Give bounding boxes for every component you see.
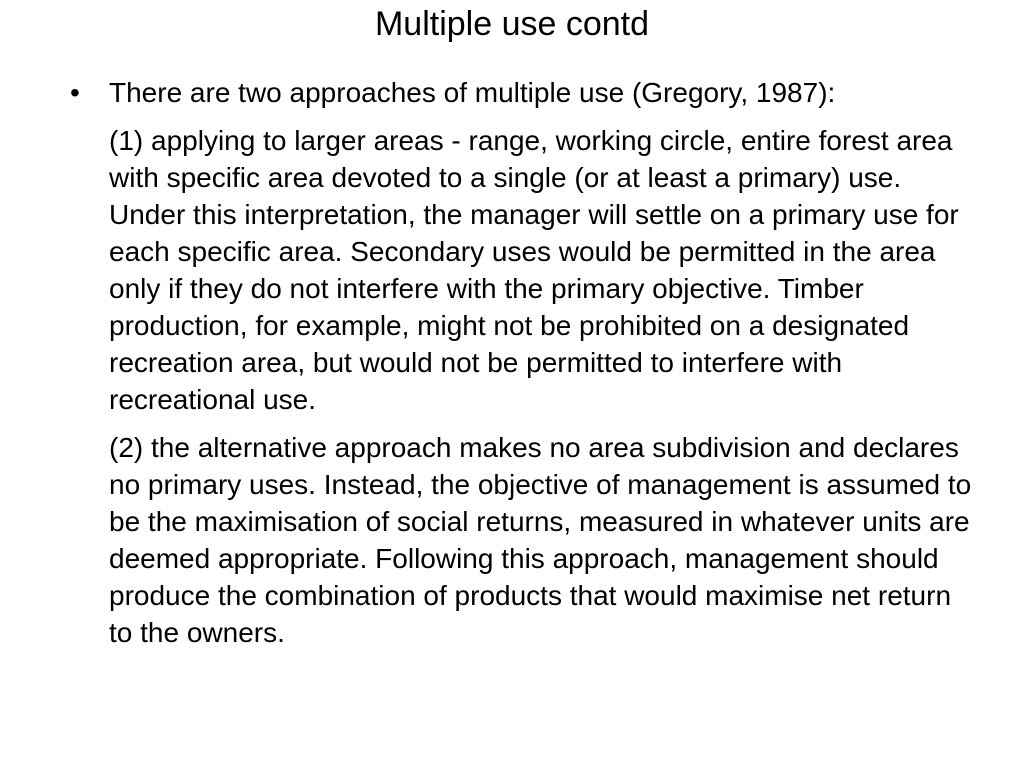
approach-one-paragraph: (1) applying to larger areas - range, working circle, entire forest area with specific area devoted to a single (or at least a primary) use. Under this interpretation, the manager will settle on a primary use for each specific area. Secondary uses would be permitted in the area only if they do not interfere with the primary objective. Timber production, for example, might not be prohibited on a designated recreation area, but would not be permitted to interfere with recreational use.	[109, 125, 959, 415]
bullet-icon: •	[70, 77, 80, 108]
bullet-text: There are two approaches of multiple use (Gregory, 1987):	[109, 77, 836, 108]
slide-body	[70, 74, 980, 651]
slide-title: Multiple use contd	[374, 5, 650, 43]
bullet-item	[70, 74, 980, 111]
approach-two-paragraph: (2) the alternative approach makes no area subdivision and declares no primary uses. Instead, the objective of management is assumed to be the maximisation of social returns, measured in whatever units are deemed appropriate. Following this approach, management should produce the combination of products that would maximise net return to the owners.	[109, 432, 972, 648]
